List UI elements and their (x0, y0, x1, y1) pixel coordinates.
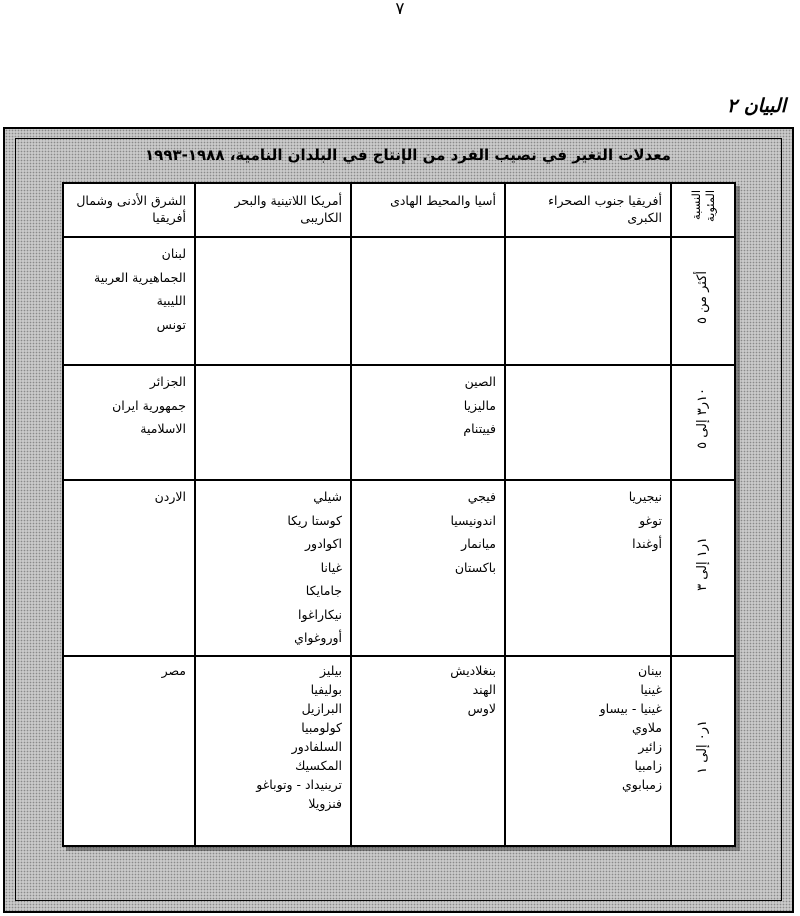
country-name: ملاوي (632, 720, 662, 735)
country-name: كولومبيا (301, 720, 342, 735)
country-name: زمبابوي (621, 777, 662, 792)
cell-asia (351, 656, 505, 846)
country-name: فيجي (467, 489, 496, 504)
table-row (63, 656, 735, 846)
country-name: فييتنام (463, 421, 496, 436)
country-name: البرازيل (301, 701, 342, 716)
cell-latam (195, 237, 351, 365)
header-sub-saharan-africa: أفريقيا جنوب الصحراء الكبرى (505, 183, 671, 237)
table-row (63, 365, 735, 480)
rate-cell: أكثر من ٥ (671, 237, 735, 365)
country-name: جامايكا (305, 583, 342, 598)
country-name: نيجيريا (628, 489, 662, 504)
cell-latam (195, 480, 351, 656)
cell-ssa (505, 237, 671, 365)
country-name: نيكاراغوا (298, 606, 342, 622)
rate-cell: ١٠ر٣ إلى ٥ (671, 365, 735, 480)
header-row (63, 183, 735, 237)
country-name: الاردن (154, 489, 186, 504)
country-name: غينيا (640, 682, 662, 697)
country-name: ميانمار (461, 536, 496, 551)
country-name: بيليز (319, 663, 342, 678)
country-name: لبنان (161, 246, 186, 261)
country-name: مصر (161, 663, 186, 678)
header-asia-pacific: أسيا والمحيط الهادى (351, 183, 505, 237)
cell-mena (63, 656, 195, 846)
country-name: غيانا (320, 559, 342, 575)
cell-latam (195, 656, 351, 846)
country-name: بوليفيا (310, 682, 342, 697)
country-name: بينان (637, 663, 662, 678)
cell-ssa (505, 365, 671, 480)
rate-cell: ١ر٠ إلى ١ (671, 656, 735, 846)
country-name: ماليزيا (463, 397, 496, 413)
country-name: أوغندا (632, 536, 662, 551)
table-row (63, 237, 735, 365)
country-name: اندونيسيا (450, 512, 496, 528)
table-title: معدلات التغير في نصيب الفرد من الإنتاج في البلدان النامية، ١٩٨٨-١٩٩٣ (145, 146, 671, 164)
country-name: جمهورية ايران (112, 397, 186, 413)
country-name: أوروغواي (294, 630, 342, 645)
country-name: السلفادور (291, 739, 342, 754)
figure-caption: البيان ٢ (726, 95, 786, 117)
country-name: المكسيك (295, 758, 342, 773)
rate-cell: ١ر١ إلى ٣ (671, 480, 735, 656)
cell-latam (195, 365, 351, 480)
cell-mena (63, 365, 195, 480)
country-name: تونس (156, 316, 186, 332)
country-name: الجزائر (149, 374, 186, 389)
cell-mena (63, 237, 195, 365)
country-name: فنزويلا (308, 796, 342, 811)
country-name: اكوادور (305, 536, 342, 551)
country-name: غينيا - بيساو (599, 701, 662, 716)
cell-asia (351, 237, 505, 365)
cell-mena (63, 480, 195, 656)
table-row (63, 480, 735, 656)
growth-rate-table (62, 182, 736, 847)
cell-asia (351, 480, 505, 656)
header-latin-america: أمريكا اللاتينية والبحر الكاريبى (195, 183, 351, 237)
country-name: الصين (464, 374, 496, 389)
country-name: الليبية (156, 293, 186, 308)
country-name: الاسلامية (140, 421, 186, 436)
cell-ssa (505, 480, 671, 656)
country-name: ترينيداد - وتوباغو (256, 777, 342, 792)
cell-asia (351, 365, 505, 480)
country-name: باكستان (454, 559, 496, 575)
page-number: ٧ (395, 0, 405, 19)
country-name: زائير (638, 739, 662, 754)
country-name: بنغلاديش (450, 663, 496, 678)
country-name: الجماهيرية العربية (94, 269, 186, 285)
cell-ssa (505, 656, 671, 846)
country-name: كوستا ريكا (287, 512, 342, 528)
header-rate: النسبة المئوية (671, 183, 735, 237)
country-name: لاوس (467, 701, 496, 716)
country-name: زامبيا (634, 758, 662, 773)
country-name: توغو (639, 512, 662, 528)
country-name: الهند (472, 682, 496, 697)
header-near-east: الشرق الأدنى وشمال أفريقيا (63, 183, 195, 237)
country-name: شيلي (313, 489, 342, 504)
